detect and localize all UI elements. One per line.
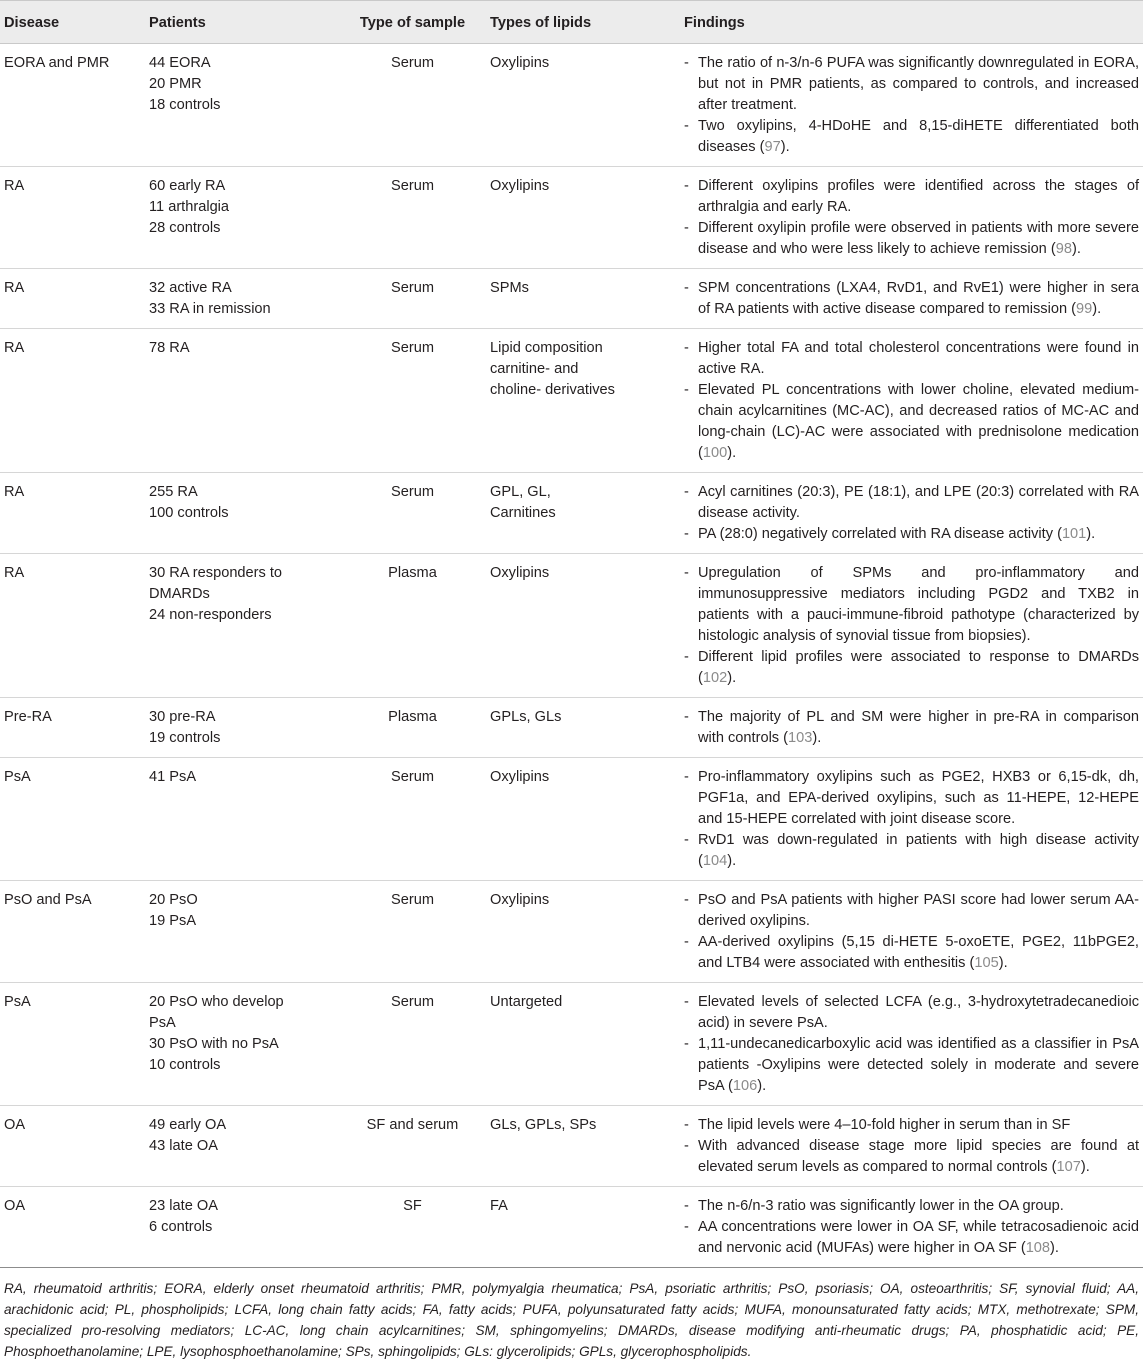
findings-cell <box>680 1187 1143 1268</box>
lipids-cell <box>486 44 680 167</box>
finding-item <box>680 482 1139 524</box>
sample-type-cell: SF and serum <box>339 1106 486 1187</box>
disease-cell: OA <box>0 1106 145 1187</box>
table-row <box>0 44 1143 167</box>
disease-cell: PsA <box>0 758 145 881</box>
disease-cell: RA <box>0 554 145 698</box>
findings-cell <box>680 881 1143 983</box>
table-row <box>0 758 1143 881</box>
finding-item: - Elevated PL concentrations with lower choline, elevated medium-chain acylcarnitines (MC-AC), and decreased ratios of MC-AC and long-chain (LC)-AC were associated with prednisolone medication (100). <box>680 380 1139 464</box>
reference-link[interactable]: 100 <box>702 445 728 461</box>
lipids-line: Oxylipins <box>490 565 550 581</box>
disease-cell: OA <box>0 1187 145 1268</box>
finding-item <box>680 338 1139 380</box>
patients-cell <box>145 983 339 1106</box>
finding-item: - With advanced disease stage more lipid species are found at elevated serum levels as compared to normal controls (107). <box>680 1136 1139 1178</box>
disease-cell: RA <box>0 329 145 473</box>
finding-text: PsO and PsA patients with higher PASI score had lower serum AA-derived oxylipins. <box>698 892 1139 929</box>
patients-line: 33 RA in remission <box>149 301 271 317</box>
patients-cell <box>145 1187 339 1268</box>
patients-line: 6 controls <box>149 1219 213 1235</box>
patients-line: 11 arthralgia <box>149 199 230 215</box>
patients-line: 44 EORA <box>149 55 211 71</box>
table-header <box>0 1 1143 44</box>
finding-text: The n-6/n-3 ratio was significantly lower in the OA group. <box>698 1198 1064 1214</box>
table-row <box>0 698 1143 758</box>
patients-line: 100 controls <box>149 505 229 521</box>
patients-line: 20 PsO who develop <box>149 994 284 1010</box>
findings-cell <box>680 329 1143 473</box>
finding-item: - SPM concentrations (LXA4, RvD1, and RvE1) were higher in sera of RA patients with active disease compared to remission (99). <box>680 278 1139 320</box>
findings-cell <box>680 758 1143 881</box>
finding-item: - PA (28:0) negatively correlated with RA disease activity (101). <box>680 524 1139 545</box>
patients-line: 32 active RA <box>149 280 232 296</box>
finding-text: Upregulation of SPMs and pro-inflammatory and immunosuppressive mediators including PGD2 and TXB2 in patients with a pauci-immune-fibroid pathotype (characterized by histologic analysis of synovial tissue from biopsies). <box>698 565 1139 644</box>
disease-cell: PsO and PsA <box>0 881 145 983</box>
lipids-line: Lipid composition <box>490 340 603 356</box>
lipids-line: carnitine- and <box>490 361 579 377</box>
finding-item <box>680 1115 1139 1136</box>
patients-cell <box>145 269 339 329</box>
reference-link[interactable]: 104 <box>702 853 728 869</box>
reference-link[interactable]: 107 <box>1056 1159 1081 1175</box>
finding-item <box>680 1196 1139 1217</box>
reference-link[interactable]: 106 <box>732 1078 758 1094</box>
table-row <box>0 881 1143 983</box>
header-types-of-lipids: Types of lipids <box>486 1 680 44</box>
findings-cell <box>680 698 1143 758</box>
lipids-cell <box>486 1187 680 1268</box>
sample-type-cell: Serum <box>339 983 486 1106</box>
lipids-cell <box>486 758 680 881</box>
lipids-cell <box>486 698 680 758</box>
patients-cell <box>145 758 339 881</box>
table-row <box>0 473 1143 554</box>
finding-text: Different lipid profiles were associated to response to DMARDs ( <box>698 649 1139 686</box>
finding-text: The majority of PL and SM were higher in pre-RA in comparison with controls ( <box>698 709 1139 746</box>
table-row <box>0 329 1143 473</box>
patients-line: 20 PMR <box>149 76 202 92</box>
lipids-cell <box>486 473 680 554</box>
finding-text: The ratio of n-3/n-6 PUFA was significantly downregulated in EORA, but not in PMR patients, as compared to controls, and increased after treatment. <box>698 55 1139 113</box>
patients-line: 28 controls <box>149 220 221 236</box>
header-patients: Patients <box>145 1 339 44</box>
sample-type-cell: Serum <box>339 44 486 167</box>
disease-cell: EORA and PMR <box>0 44 145 167</box>
sample-type-cell: Serum <box>339 269 486 329</box>
header-findings: Findings <box>680 1 1143 44</box>
patients-line: 255 RA <box>149 484 198 500</box>
table-body <box>0 44 1143 1268</box>
finding-text: With advanced disease stage more lipid species are found at elevated serum levels as compared to normal controls ( <box>698 1138 1139 1175</box>
finding-text: The lipid levels were 4–10-fold higher in serum than in SF <box>698 1117 1071 1133</box>
header-disease: Disease <box>0 1 145 44</box>
lipids-cell <box>486 554 680 698</box>
sample-type-cell: SF <box>339 1187 486 1268</box>
lipids-cell <box>486 329 680 473</box>
lipids-line: Untargeted <box>490 994 563 1010</box>
patients-line: 43 late OA <box>149 1138 218 1154</box>
finding-text: Higher total FA and total cholesterol concentrations were found in active RA. <box>698 340 1139 377</box>
finding-item: - Different oxylipin profile were observed in patients with more severe disease and who were less likely to achieve remission (98). <box>680 218 1139 260</box>
findings-cell <box>680 269 1143 329</box>
table-row <box>0 554 1143 698</box>
finding-item <box>680 890 1139 932</box>
finding-item <box>680 767 1139 830</box>
lipids-cell <box>486 1106 680 1187</box>
finding-item <box>680 176 1139 218</box>
finding-item: - Two oxylipins, 4-HDoHE and 8,15-diHETE differentiated both diseases (97). <box>680 116 1139 158</box>
reference-link[interactable]: 97 <box>764 139 781 155</box>
lipids-line: GPL, GL, <box>490 484 551 500</box>
lipids-line: GLs, GPLs, SPs <box>490 1117 597 1133</box>
finding-text: AA-derived oxylipins (5,15 di-HETE 5-oxoETE, PGE2, 11bPGE2, and LTB4 were associated with enthesitis ( <box>698 934 1139 971</box>
reference-link[interactable]: 102 <box>702 670 728 686</box>
lipids-line: Oxylipins <box>490 769 550 785</box>
patients-cell <box>145 698 339 758</box>
patients-line: 60 early RA <box>149 178 226 194</box>
patients-line: 19 controls <box>149 730 221 746</box>
findings-cell <box>680 473 1143 554</box>
findings-cell <box>680 554 1143 698</box>
lipids-cell <box>486 983 680 1106</box>
header-type-of-sample: Type of sample <box>339 1 486 44</box>
patients-line: 30 PsO with no PsA <box>149 1036 279 1052</box>
lipids-cell <box>486 269 680 329</box>
finding-item: - Different lipid profiles were associated to response to DMARDs (102). <box>680 647 1139 689</box>
sample-type-cell: Serum <box>339 758 486 881</box>
lipids-line: Oxylipins <box>490 55 550 71</box>
table-row <box>0 269 1143 329</box>
table-row <box>0 983 1143 1106</box>
table-row <box>0 167 1143 269</box>
patients-line: PsA <box>149 1015 176 1031</box>
patients-line: 19 PsA <box>149 913 197 929</box>
patients-cell <box>145 881 339 983</box>
finding-item: - RvD1 was down-regulated in patients with high disease activity (104). <box>680 830 1139 872</box>
disease-cell: Pre-RA <box>0 698 145 758</box>
patients-line: 18 controls <box>149 97 221 113</box>
reference-link[interactable]: 99 <box>1076 301 1093 317</box>
finding-text: SPM concentrations (LXA4, RvD1, and RvE1) were higher in sera of RA patients with active disease compared to remission ( <box>698 280 1139 317</box>
sample-type-cell: Plasma <box>339 554 486 698</box>
table-row <box>0 1187 1143 1268</box>
disease-cell: RA <box>0 167 145 269</box>
finding-text: Elevated levels of selected LCFA (e.g., 3-hydroxytetradecanedioic acid) in severe PsA. <box>698 994 1139 1031</box>
sample-type-cell: Serum <box>339 473 486 554</box>
lipids-line: FA <box>490 1198 508 1214</box>
patients-line: 78 RA <box>149 340 190 356</box>
findings-cell <box>680 44 1143 167</box>
findings-cell <box>680 1106 1143 1187</box>
sample-type-cell: Serum <box>339 881 486 983</box>
lipids-line: SPMs <box>490 280 529 296</box>
finding-item: - The majority of PL and SM were higher in pre-RA in comparison with controls (103). <box>680 707 1139 749</box>
finding-text: Pro-inflammatory oxylipins such as PGE2, HXB3 or 6,15-dk, dh, PGF1a, and EPA-derived oxylipins, such as 11-HEPE, 12-HEPE and 15-HEPE correlated with joint disease score. <box>698 769 1139 827</box>
reference-link[interactable]: 101 <box>1061 526 1087 542</box>
findings-cell <box>680 167 1143 269</box>
patients-cell <box>145 473 339 554</box>
findings-cell <box>680 983 1143 1106</box>
patients-line: 10 controls <box>149 1057 221 1073</box>
patients-line: 41 PsA <box>149 769 197 785</box>
patients-line: 49 early OA <box>149 1117 227 1133</box>
lipids-line: GPLs, GLs <box>490 709 562 725</box>
patients-cell <box>145 1106 339 1187</box>
sample-type-cell: Plasma <box>339 698 486 758</box>
patients-cell <box>145 329 339 473</box>
table-footnote: RA, rheumatoid arthritis; EORA, elderly onset rheumatoid arthritis; PMR, polymyalgia rheumatica; PsA, psoriatic arthritis; PsO, psoriasis; OA, osteoarthritis; SF, synovial fluid; AA, arachidonic acid; PL, phospholipids; LCFA, long chain fatty acids; FA, fatty acids; PUFA, polyunsaturated fatty acids; MUFA, monounsaturated fatty acids; MTX, methotrexate; SPM, specialized pro-resolving mediators; LC-AC, long chain acylcarnitines; SM, sphingomyelins; DMARDs, disease modifying anti-rheumatic drugs; PA, phosphatidic acid; PE, Phosphoethanolamine; LPE, lysophosphoethanolamine; SPs, sphingolipids; GLs: glycerolipids; GPLs, glycerophospholipids. <box>4 1281 1139 1359</box>
finding-text: Different oxylipin profile were observed in patients with more severe disease and who were less likely to achieve remission ( <box>698 220 1139 257</box>
patients-cell <box>145 554 339 698</box>
finding-item: - AA-derived oxylipins (5,15 di-HETE 5-oxoETE, PGE2, 11bPGE2, and LTB4 were associated with enthesitis (105). <box>680 932 1139 974</box>
lipids-line: Carnitines <box>490 505 556 521</box>
finding-item <box>680 992 1139 1034</box>
disease-cell: RA <box>0 269 145 329</box>
lipids-line: choline- derivatives <box>490 382 615 398</box>
lipids-cell <box>486 881 680 983</box>
finding-item <box>680 563 1139 647</box>
finding-text: AA concentrations were lower in OA SF, while tetracosadienoic acid and nervonic acid (MUFAs) were higher in OA SF ( <box>698 1219 1139 1256</box>
patients-line: 24 non-responders <box>149 607 272 623</box>
sample-type-cell: Serum <box>339 329 486 473</box>
reference-link[interactable]: 103 <box>788 730 813 746</box>
reference-link[interactable]: 105 <box>974 955 999 971</box>
reference-link[interactable]: 98 <box>1055 241 1072 257</box>
finding-item: - AA concentrations were lower in OA SF, while tetracosadienoic acid and nervonic acid (MUFAs) were higher in OA SF (108). <box>680 1217 1139 1259</box>
finding-item: - 1,11-undecanedicarboxylic acid was identified as a classifier in PsA patients -Oxylipins were detected solely in moderate and severe PsA (106). <box>680 1034 1139 1097</box>
sample-type-cell: Serum <box>339 167 486 269</box>
lipids-cell <box>486 167 680 269</box>
patients-line: DMARDs <box>149 586 210 602</box>
finding-text: Two oxylipins, 4-HDoHE and 8,15-diHETE differentiated both diseases ( <box>698 118 1139 155</box>
lipids-line: Oxylipins <box>490 892 550 908</box>
patients-cell <box>145 44 339 167</box>
finding-item <box>680 53 1139 116</box>
patients-line: 30 RA responders to <box>149 565 283 581</box>
reference-link[interactable]: 108 <box>1025 1240 1051 1256</box>
disease-cell: PsA <box>0 983 145 1106</box>
table-row <box>0 1106 1143 1187</box>
finding-text: PA (28:0) negatively correlated with RA disease activity ( <box>698 526 1062 542</box>
finding-text: RvD1 was down-regulated in patients with high disease activity ( <box>698 832 1139 869</box>
patients-cell <box>145 167 339 269</box>
patients-line: 23 late OA <box>149 1198 218 1214</box>
finding-text: Acyl carnitines (20:3), PE (18:1), and LPE (20:3) correlated with RA disease activity. <box>698 484 1139 521</box>
patients-line: 20 PsO <box>149 892 198 908</box>
patients-line: 30 pre-RA <box>149 709 216 725</box>
finding-text: 1,11-undecanedicarboxylic acid was identified as a classifier in PsA patients -Oxylipins were detected solely in moderate and severe PsA ( <box>698 1036 1139 1094</box>
lipids-line: Oxylipins <box>490 178 550 194</box>
finding-text: Elevated PL concentrations with lower choline, elevated medium-chain acylcarnitines (MC-AC), and decreased ratios of MC-AC and long-chain (LC)-AC were associated with prednisolone medication ( <box>698 382 1139 461</box>
disease-cell: RA <box>0 473 145 554</box>
finding-text: Different oxylipins profiles were identified across the stages of arthralgia and early RA. <box>698 178 1139 215</box>
